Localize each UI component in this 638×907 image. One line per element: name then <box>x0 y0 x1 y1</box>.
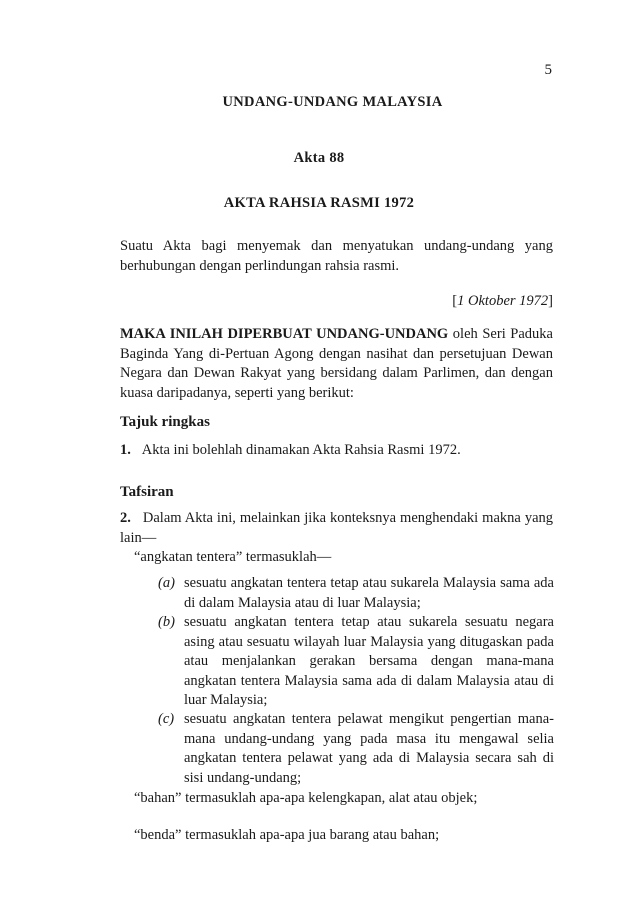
date-close-bracket: ] <box>548 293 553 309</box>
section-1-heading: Tajuk ringkas <box>120 414 210 430</box>
item-b-text: sesuatu angkatan tentera tetap atau sukarela sesuatu negara asing atau sesuatu wilayah luar Malaysia yang ditugaskan pada atau menjalankan gerakan bersama dengan mana-mana angkatan tentera Malaysia sama ada di dalam Malaysia atau di luar Malaysia; <box>184 614 554 708</box>
item-c-label: (c) <box>158 711 175 727</box>
section-2-heading: Tafsiran <box>120 484 174 500</box>
commencement-date <box>120 293 553 310</box>
section-2-number: 2. <box>120 510 131 526</box>
definition-item-a <box>158 574 554 613</box>
section-1-text <box>120 441 553 461</box>
item-c-text: sesuatu angkatan tentera pelawat mengikut pengertian mana-mana undang-undang yang pada masa itu mengawal selia angkatan tentera pelawat yang ada di Malaysia secara sah di sisi undang-undang; <box>184 711 554 786</box>
enacting-formula <box>120 325 553 403</box>
definition-item-b <box>158 613 554 711</box>
section-2-body: Dalam Akta ini, melainkan jika konteksnya menghendaki makna yang lain— <box>120 510 553 546</box>
section-2-text <box>120 509 553 548</box>
long-title: Suatu Akta bagi menyemak dan menyatukan undang-undang yang berhubungan dengan perlindungan rahsia rasmi. <box>120 238 553 274</box>
definition-angkatan-tentera: “angkatan tentera” termasuklah— <box>134 549 332 565</box>
date-open-bracket: [ <box>452 293 458 309</box>
enacting-formula-bold: MAKA INILAH DIPERBUAT UNDANG-UNDANG <box>120 326 449 342</box>
definition-item-c <box>158 710 554 788</box>
definition-benda: “benda” termasuklah apa-apa jua barang atau bahan; <box>134 827 440 843</box>
section-1-body: Akta ini bolehlah dinamakan Akta Rahsia Rasmi 1972. <box>141 442 461 458</box>
law-heading: UNDANG-UNDANG MALAYSIA <box>222 94 443 110</box>
enacting-formula-text: oleh Seri Paduka Baginda Yang di-Pertuan Agong dengan nasihat dan persetujuan Dewan Negara dan Dewan Rakyat yang bersidang dalam Parlimen, dan dengan kuasa daripadanya, seperti yang berikut: <box>120 326 553 401</box>
item-a-label: (a) <box>158 575 175 591</box>
definition-bahan: “bahan” termasuklah apa-apa kelengkapan, alat atau objek; <box>134 790 478 806</box>
act-title-heading: AKTA RAHSIA RASMI 1972 <box>223 195 415 211</box>
section-1-number: 1. <box>120 442 131 458</box>
act-number-heading: Akta 88 <box>293 150 345 166</box>
date-text: 1 Oktober 1972 <box>457 293 549 309</box>
page-number: 5 <box>544 62 552 78</box>
item-b-label: (b) <box>158 614 175 630</box>
item-a-text: sesuatu angkatan tentera tetap atau sukarela Malaysia sama ada di dalam Malaysia atau di luar Malaysia; <box>184 575 554 611</box>
